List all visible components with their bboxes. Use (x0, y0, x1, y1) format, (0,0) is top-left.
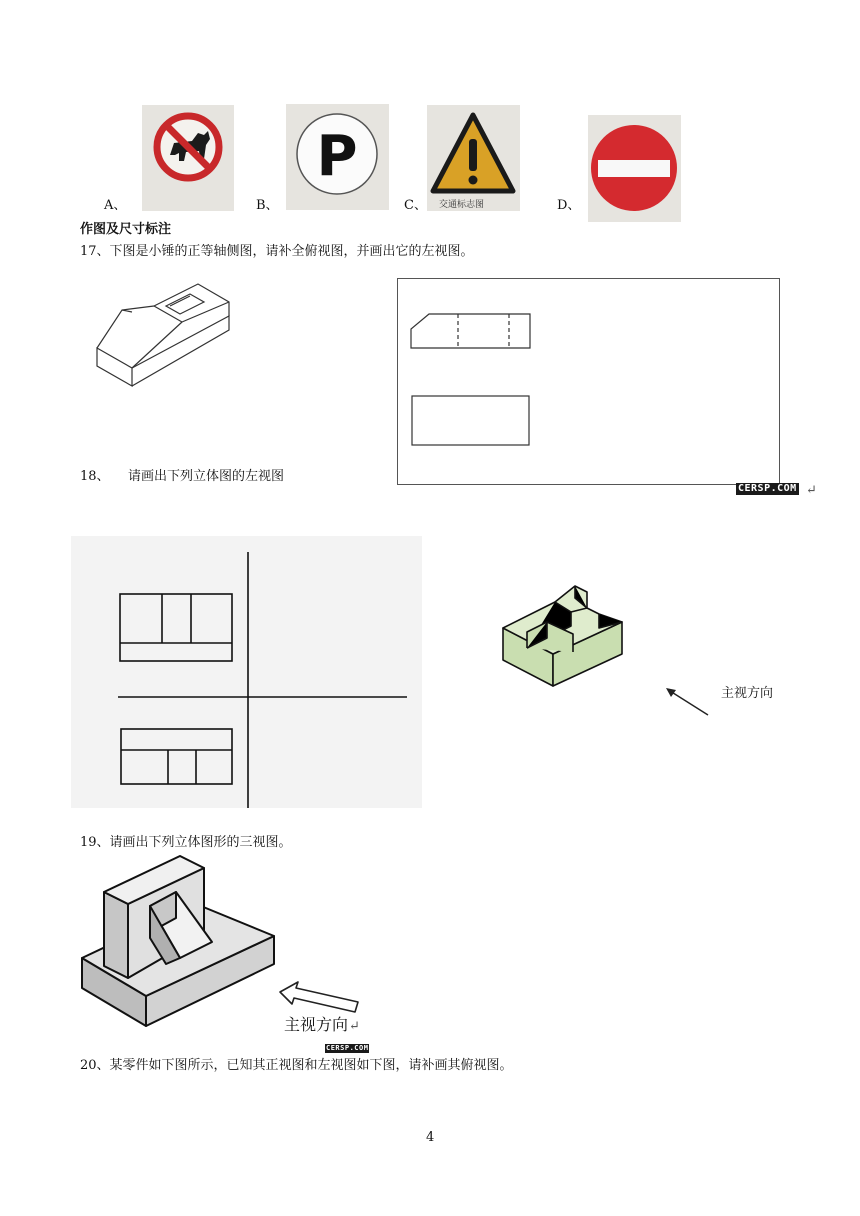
direction-arrow-icon-outline (278, 980, 362, 1018)
direction-arrow-icon (662, 685, 712, 719)
question-18-number: 18、 (80, 469, 110, 484)
option-b-label: B、 (256, 198, 279, 213)
projection-frame (397, 278, 780, 485)
question-17-text: 17、下图是小锤的正等轴侧图，请补全俯视图，并画出它的左视图。 (80, 244, 474, 259)
hammer-isometric-drawing (92, 282, 242, 392)
watermark-logo-small: CERSP.COM (326, 1044, 369, 1052)
svg-text:P: P (316, 124, 358, 189)
option-a-label: A、 (104, 198, 127, 213)
block-isometric-drawing (80, 850, 280, 1030)
three-view-drawing (71, 536, 422, 808)
option-c-label: C、 (404, 198, 427, 213)
parking-sign-icon (286, 104, 389, 210)
return-mark: ↵ (806, 483, 817, 498)
question-18-text: 请画出下列立体图的左视图 (128, 469, 285, 484)
watermark-logo: CERSP.COM (738, 483, 797, 494)
question-19-text: 19、请画出下列立体图形的三视图。 (80, 835, 292, 850)
no-dogs-sign-icon (142, 105, 234, 211)
sign-caption: 交通标志图 (439, 200, 485, 210)
option-d-label: D、 (557, 198, 581, 213)
q19-direction-label: 主视方向 (284, 1015, 349, 1034)
page-number: 4 (426, 1130, 435, 1145)
green-block-isometric (495, 568, 635, 698)
section-title: 作图及尺寸标注 (80, 222, 172, 237)
question-20-text: 20、某零件如下图所示，已知其正视图和左视图如下图，请补画其俯视图。 (80, 1058, 513, 1073)
warning-sign-icon (427, 105, 520, 211)
q18-direction-label: 主视方向 (721, 686, 774, 701)
return-mark: ↵ (349, 1019, 360, 1034)
no-entry-sign-icon (588, 115, 681, 222)
